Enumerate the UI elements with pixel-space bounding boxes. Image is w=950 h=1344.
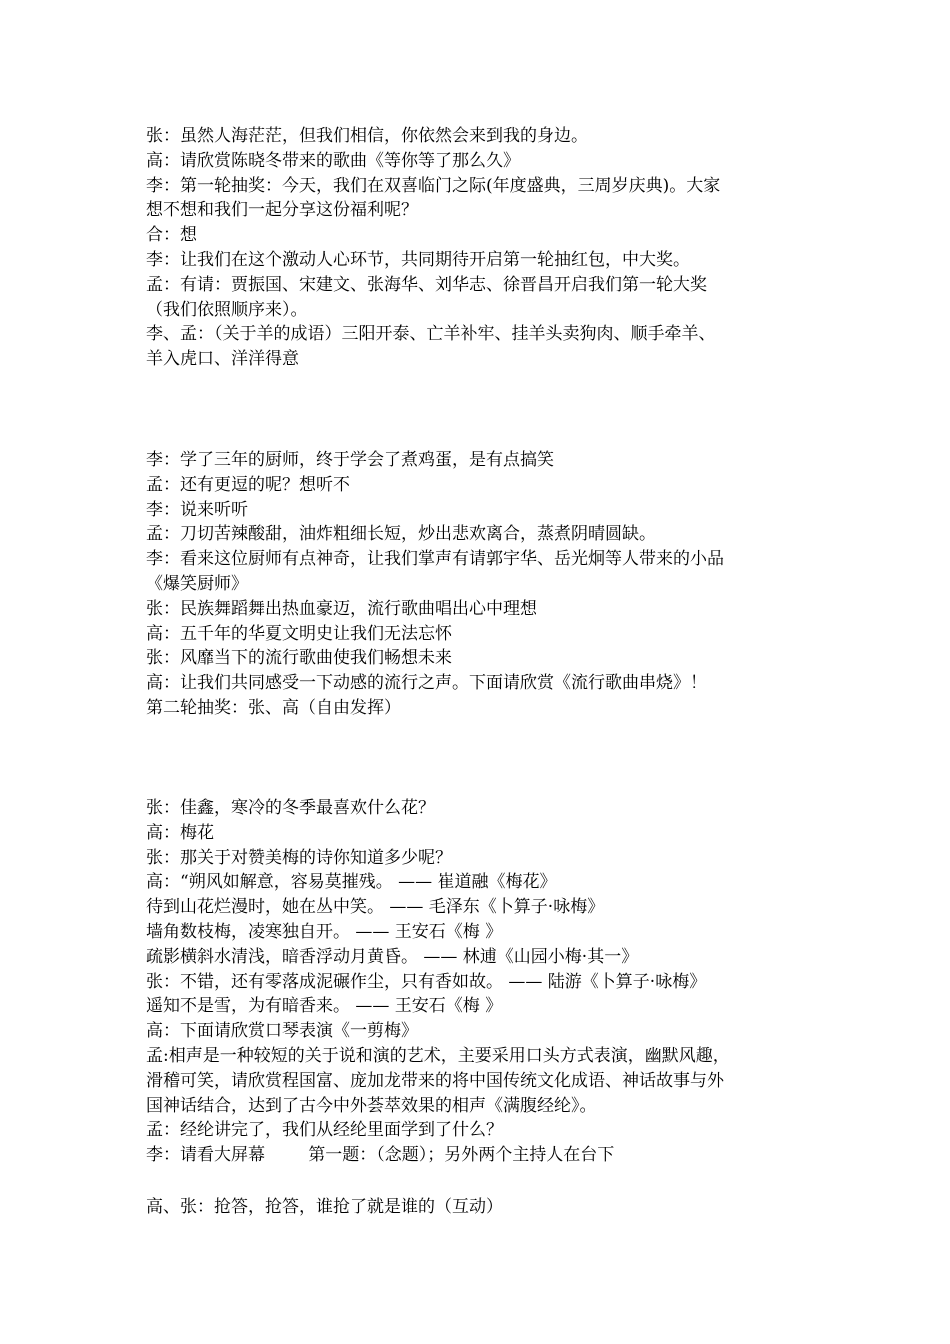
dialogue-line: 想不想和我们一起分享这份福利呢？ <box>146 200 418 221</box>
dialogue-line: 待到山花烂漫时，她在丛中笑。 —— 毛泽东《卜算子·咏梅》 <box>146 897 605 918</box>
dialogue-line: 孟：刀切苦辣酸甜，油炸粗细长短，炒出悲欢离合，蒸煮阴晴圆缺。 <box>146 524 656 545</box>
dialogue-line: 李：请看大屏幕 第一题：（念题）；另外两个主持人在台下 <box>146 1145 615 1166</box>
dialogue-line: 滑稽可笑，请欣赏程国富、庞加龙带来的将中国传统文化成语、神话故事与外 <box>146 1070 724 1091</box>
dialogue-line: 张：不错，还有零落成泥碾作尘，只有香如故。 —— 陆游《卜算子·咏梅》 <box>146 971 707 992</box>
dialogue-line: 张：风靡当下的流行歌曲使我们畅想未来 <box>146 648 452 669</box>
dialogue-line: 疏影横斜水清浅，暗香浮动月黄昏。 —— 林逋《山园小梅·其一》 <box>146 946 639 967</box>
dialogue-line: 李：看来这位厨师有点神奇，让我们掌声有请郭宇华、岳光炯等人带来的小品 <box>146 549 724 570</box>
dialogue-line: 高：请欣赏陈晓冬带来的歌曲《等你等了那么久》 <box>146 150 520 171</box>
dialogue-line: 张：民族舞蹈舞出热血豪迈，流行歌曲唱出心中理想 <box>146 598 537 619</box>
dialogue-line: 遥知不是雪，为有暗香来。 —— 王安石《梅 》 <box>146 996 503 1017</box>
dialogue-line: 张：佳鑫，寒冷的冬季最喜欢什么花？ <box>146 798 435 818</box>
dialogue-line: 《爆笑厨师》 <box>146 573 248 594</box>
dialogue-line: 高：让我们共同感受一下动感的流行之声。下面请欣赏《流行歌曲串烧》！ <box>146 673 707 694</box>
dialogue-line: 张：那关于对赞美梅的诗你知道多少呢？ <box>146 847 452 868</box>
script-section-3 <box>146 796 826 1168</box>
dialogue-line: 李：学了三年的厨师，终于学会了煮鸡蛋，是有点搞笑 <box>146 450 554 470</box>
dialogue-line: 孟：还有更逗的呢？想听不 <box>146 474 350 495</box>
dialogue-line: 高：“朔风如解意，容易莫摧残。 —— 崔道融《梅花》 <box>146 872 557 893</box>
dialogue-line: 孟：经纶讲完了，我们从经纶里面学到了什么？ <box>146 1120 503 1141</box>
dialogue-line: （我们依照顺序来）。 <box>146 299 308 320</box>
script-section-1 <box>146 124 826 372</box>
dialogue-line: 第二轮抽奖：张、高（自由发挥） <box>146 697 401 718</box>
dialogue-line: 李、孟：（关于羊的成语）三阳开泰、亡羊补牢、挂羊头卖狗肉、顺手牵羊、 <box>146 324 716 345</box>
dialogue-line: 李：说来听听 <box>146 499 248 520</box>
dialogue-line: 孟：有请：贾振国、宋建文、张海华、刘华志、徐晋昌开启我们第一轮大奖 <box>146 274 707 295</box>
dialogue-line: 张：虽然人海茫茫，但我们相信，你依然会来到我的身边。 <box>146 126 588 146</box>
dialogue-line: 高：下面请欣赏口琴表演《一剪梅》 <box>146 1021 418 1042</box>
dialogue-line: 李：第一轮抽奖：今天，我们在双喜临门之际(年度盛典，三周岁庆典)。大家 <box>146 175 721 196</box>
dialogue-line: 国神话结合，达到了古今中外荟萃效果的相声《满腹经纶》。 <box>146 1095 597 1116</box>
dialogue-line: 高、张：抢答，抢答，谁抢了就是谁的（互动） <box>146 1197 503 1217</box>
dialogue-line: 羊入虎口、洋洋得意 <box>146 349 299 370</box>
dialogue-line: 高：五千年的华夏文明史让我们无法忘怀 <box>146 623 452 644</box>
dialogue-line: 孟:相声是一种较短的关于说和演的艺术，主要采用口头方式表演，幽默风趣， <box>146 1045 730 1066</box>
script-section-2 <box>146 448 826 721</box>
dialogue-line: 高：梅花 <box>146 822 214 843</box>
dialogue-line: 合：想 <box>146 225 197 246</box>
dialogue-line: 墙角数枝梅，凌寒独自开。 —— 王安石《梅 》 <box>146 921 503 942</box>
script-section-4 <box>146 1195 826 1220</box>
dialogue-line: 李：让我们在这个激动人心环节，共同期待开启第一轮抽红包，中大奖。 <box>146 249 690 270</box>
